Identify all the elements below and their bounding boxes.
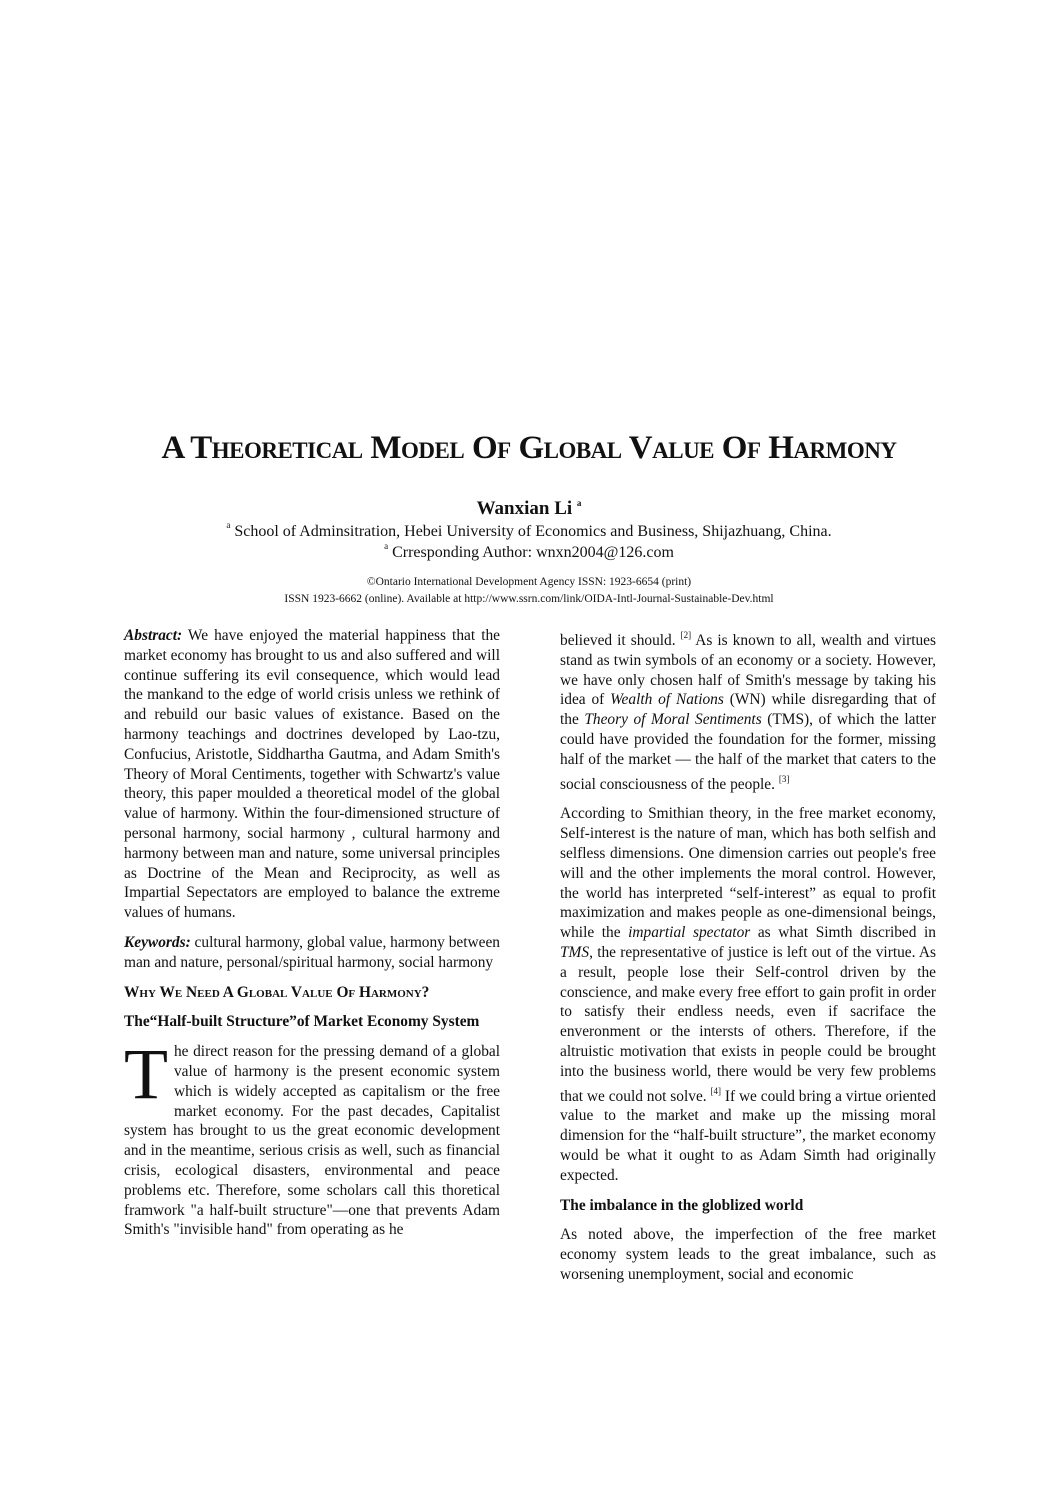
paragraph-imbalance: As noted above, the imperfection of the free market economy system leads to the great imbalance, such as worsening unemployment, social and economic bbox=[560, 1226, 936, 1283]
text-span: According to Smithian theory, in the free market economy, Self-interest is the nature of man, which has both selfish and selfless dimensions. One dimension carries out people's free will and the other implements the moral control. However, the world has interpreted “self-interest” as equal to profit maximization and makes people as one-dimensional beings, while the bbox=[560, 805, 936, 942]
text-span: as what Simth discribed in bbox=[750, 924, 936, 942]
drop-cap: T bbox=[124, 1034, 168, 1115]
copyright-line-2: ISSN 1923-6662 (online). Available at http://www.ssrn.com/link/OIDA-Intl-Journal-Sustainable-Dev.html bbox=[284, 593, 774, 605]
italic-title: Theory of Moral Sentiments bbox=[584, 711, 762, 729]
keywords-text: cultural harmony, global value, harmony between man and nature, personal/spiritual harmony, social harmony bbox=[124, 933, 500, 971]
text-span: (WN) while disregarding that of the bbox=[560, 691, 936, 729]
citation-ref[interactable]: [3] bbox=[778, 773, 790, 784]
text-span: , the representative of justice is left out of the virtue. As a result, people lose their Self-control driven by the conscience, and make every free effort to gain profit in order to satisfy their endless needs, even if sacriface the enveronment or the intersts of others. Therefore, if the altruistic motivation that exists in people could be brought into the business world, there would be very few problems that we could not solve. bbox=[560, 943, 936, 1105]
italic-title: Wealth of Nations bbox=[610, 691, 724, 709]
affiliation-text: School of Adminsitration, Hebei University of Economics and Business, Shijazhuang, China. bbox=[234, 523, 832, 540]
section-heading: Why We Need A Global Value Of Harmony? bbox=[124, 983, 430, 1001]
subheading-half-built: The“Half-built Structure”of Market Economy System bbox=[124, 1013, 480, 1031]
text-span: (TMS), of which the latter could have provided the foundation for the former, missing half of the market — the half of the market that caters to the social consciousness of the people. bbox=[560, 711, 936, 793]
body-paragraph bbox=[124, 1034, 500, 1240]
author-superscript: a bbox=[576, 498, 582, 508]
corresponding-superscript: a bbox=[384, 541, 389, 551]
copyright-line-1: ©Ontario International Development Agency ISSN: 1923-6654 (print) bbox=[366, 576, 692, 588]
abstract-text: We have enjoyed the material happiness that the market economy has brought to us and also suffered and will continue suffering its evil consequence, which would lead the mankand to the edge of world crisis unless we rethink of and rebuild our basic values of existance. Based on the harmony teachings and doctrines developed by Lao-tzu, Confucius, Aristotle, Siddhartha Gautma, and Adam Smith's Theory of Moral Centiments, together with Schwartz's value theory, this paper moulded a theoretical model of the global value of harmony. Within the four-dimensioned structure of personal harmony, social harmony , cultural harmony and harmony between man and nature, some universal principles as Doctrine of the Mean and Reciprocity, as well as Impartial Sepectators are employed to balance the extreme values of humans. bbox=[124, 627, 500, 922]
italic-term: TMS bbox=[560, 943, 590, 961]
keywords bbox=[124, 933, 500, 973]
subheading-imbalance: The imbalance in the globlized world bbox=[560, 1196, 804, 1214]
author-name: Wanxian Li bbox=[476, 498, 573, 519]
corresponding-text: Crresponding Author: wnxn2004@126.com bbox=[392, 544, 674, 561]
text-span: As is known to all, wealth and virtues stand as twin symbols of an economy or a society. However, we have only chosen half of Smith's message by taking his idea of bbox=[560, 632, 936, 709]
body-text: he direct reason for the pressing demand of a global value of harmony is the present economic system which is widely accepted as capitalism or the free market economy. For the past decades, Capitalist system has brought to us the great economic development and in the meantime, serious crisis as well, such as financial crisis, ecological disasters, environmental and peace problems etc. Therefore, some scholars call this thoretical framwork "a half-built structure"—one that prevents Adam Smith's "invisible hand" from operating as he bbox=[124, 1043, 500, 1239]
right-column bbox=[560, 626, 936, 1295]
left-column bbox=[124, 626, 500, 1250]
citation-ref[interactable]: [4] bbox=[710, 1085, 721, 1096]
paragraph-smithian-theory bbox=[560, 804, 936, 1185]
text-span: If we could bring a virtue oriented value to the market and make up the missing moral dimension for the “half-built structure”, the market economy would be what it ought to as Adam Simth had originally expected. bbox=[560, 1087, 936, 1184]
paragraph-wealth-virtues bbox=[560, 626, 936, 794]
text-span: believed it should. bbox=[560, 632, 681, 649]
affiliation-superscript: a bbox=[226, 520, 231, 530]
abstract-label: Abstract: bbox=[124, 627, 183, 644]
citation-ref[interactable]: [2] bbox=[680, 630, 692, 640]
italic-term: impartial spectator bbox=[628, 924, 751, 942]
keywords-label: Keywords: bbox=[124, 933, 191, 951]
corresponding-author bbox=[0, 536, 1058, 563]
abstract bbox=[124, 626, 500, 923]
paper-title: A Theoretical Model Of Global Value Of Harmony bbox=[161, 430, 897, 466]
